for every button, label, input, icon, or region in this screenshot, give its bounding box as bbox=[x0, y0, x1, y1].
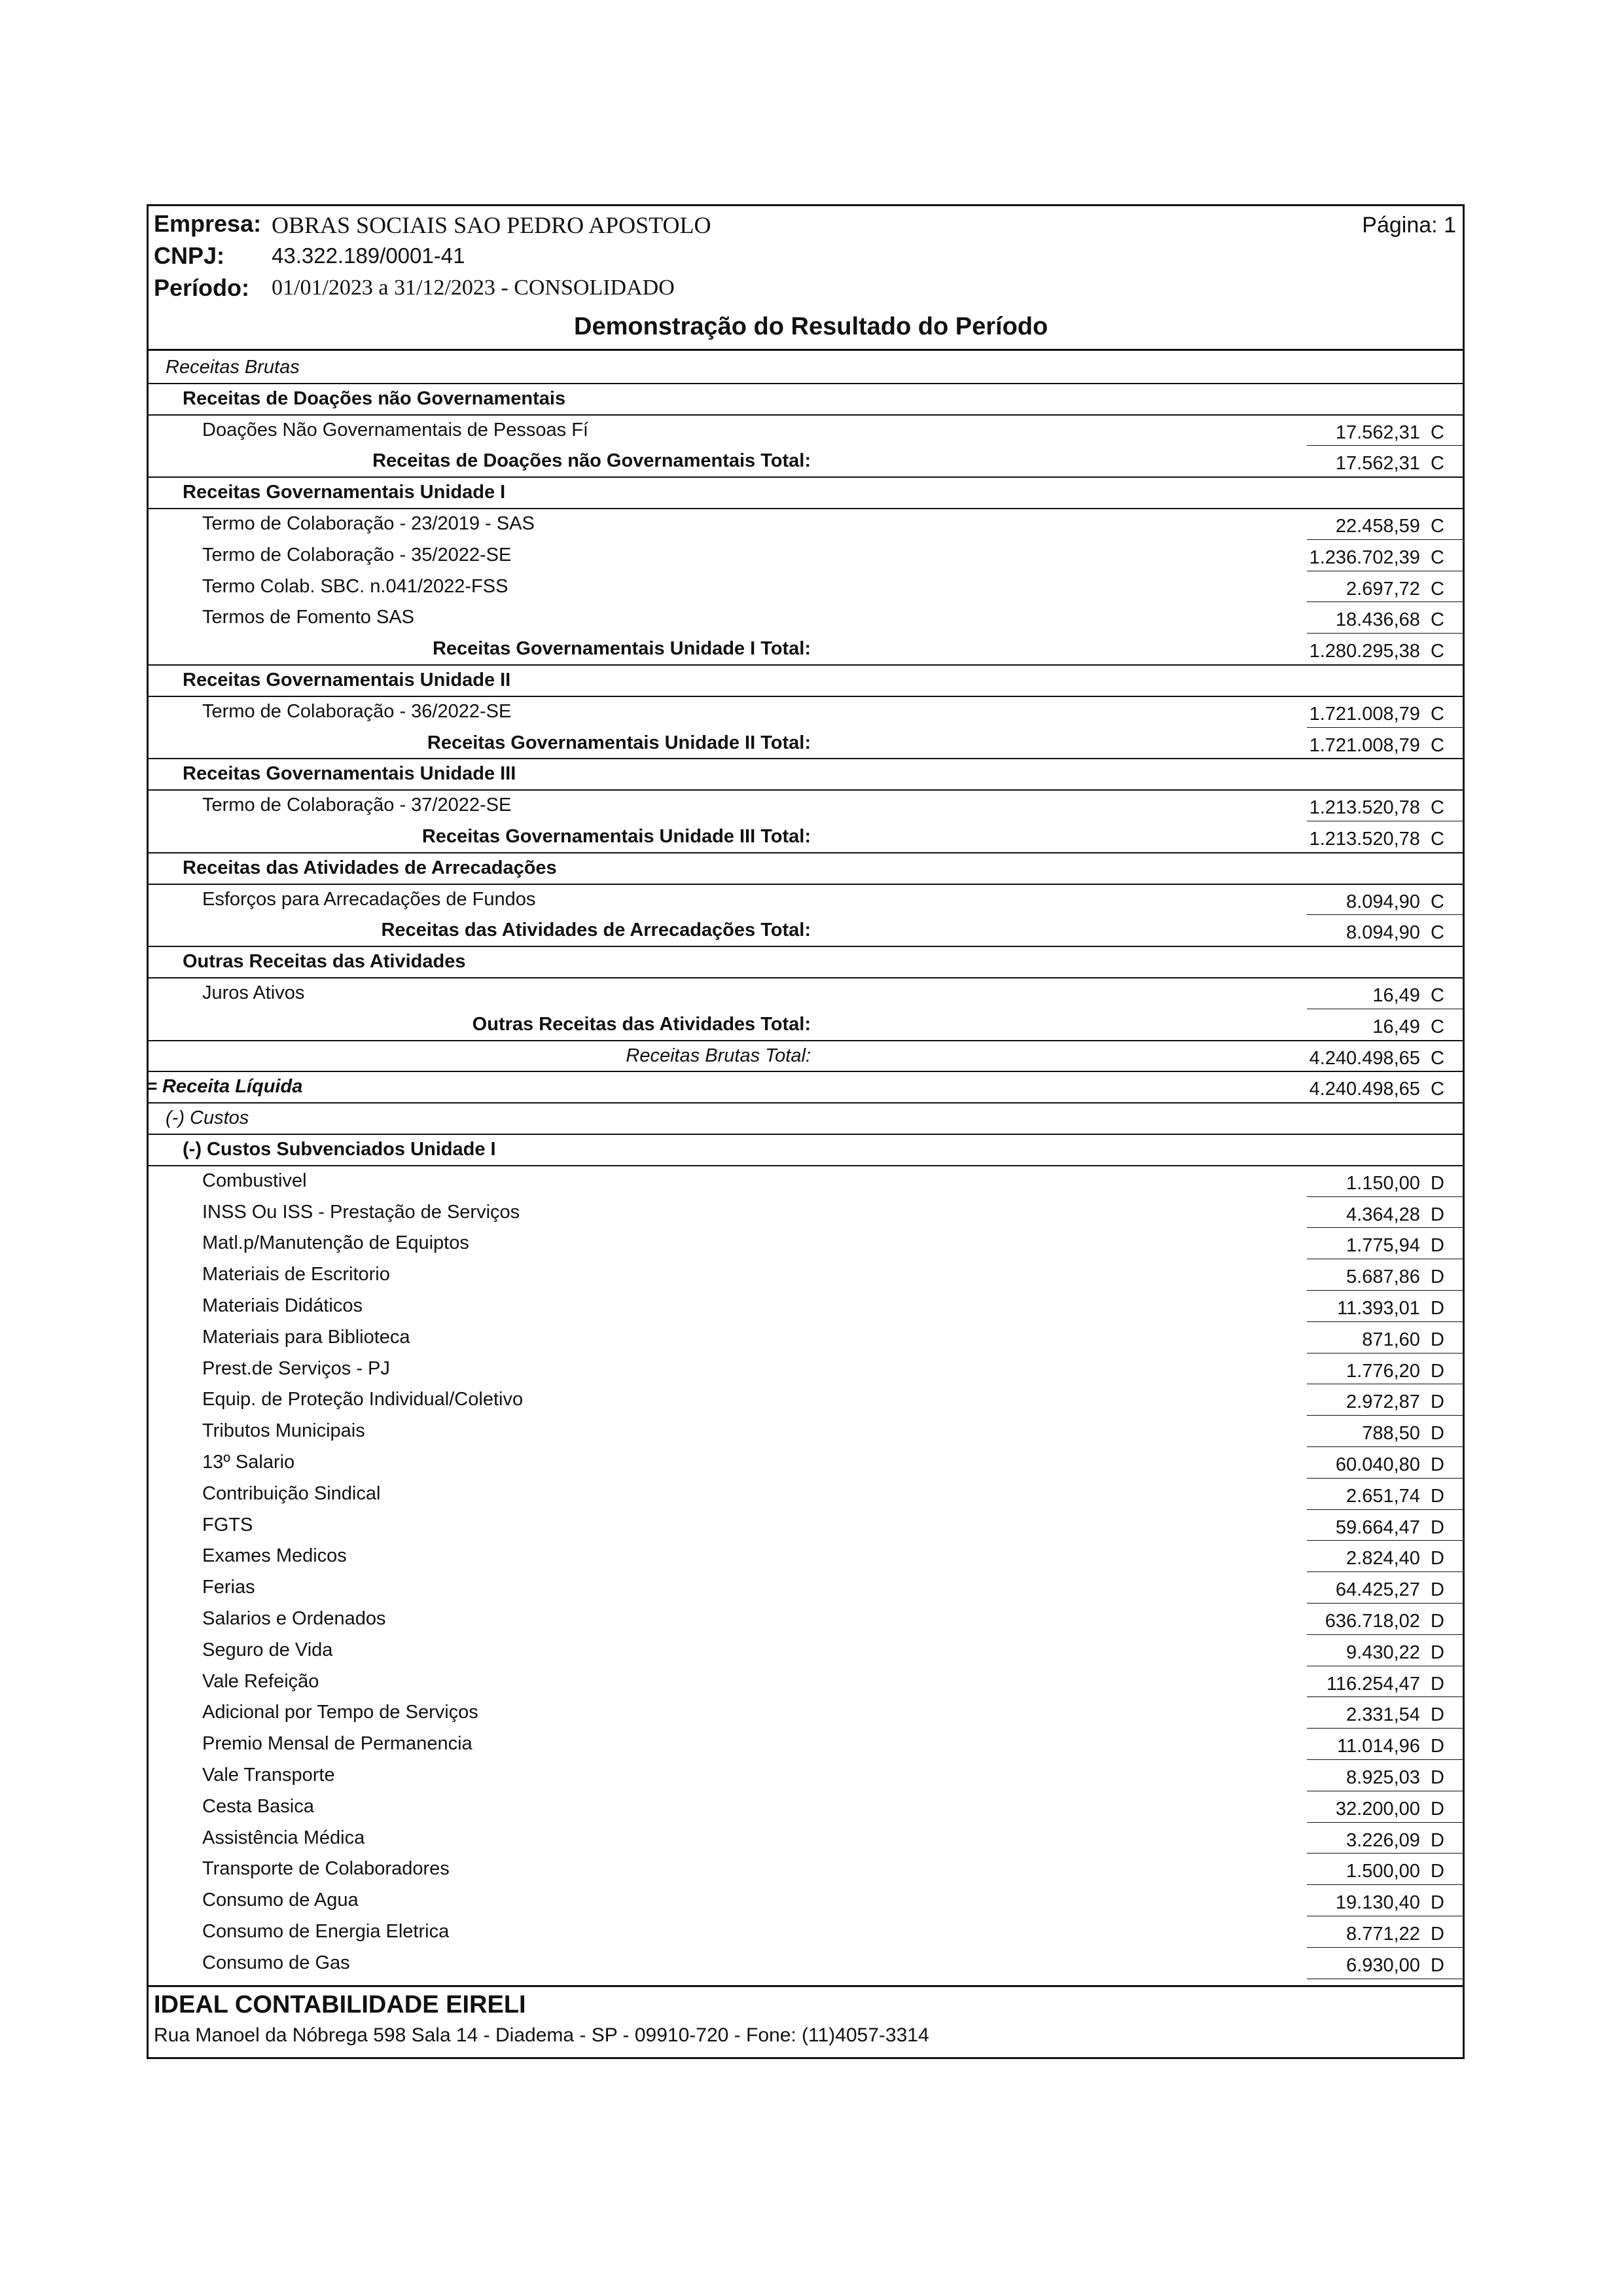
total-row bbox=[149, 916, 1463, 947]
row-rule bbox=[1307, 1540, 1463, 1541]
cnpj-value: 43.322.189/0001-41 bbox=[272, 243, 465, 268]
row-rule bbox=[1307, 1321, 1463, 1322]
empresa-label: Empresa: bbox=[154, 210, 262, 237]
row-amount: 871,60 D bbox=[1362, 1329, 1444, 1350]
row-rule bbox=[1307, 1696, 1463, 1697]
row-amount: 3.226,09 D bbox=[1346, 1829, 1444, 1851]
row-label: Doações Não Governamentais de Pessoas Fí bbox=[202, 419, 588, 440]
row-label: Vale Transporte bbox=[202, 1765, 335, 1785]
list-item bbox=[149, 1198, 1463, 1229]
row-amount: 8.771,22 D bbox=[1346, 1924, 1444, 1945]
row-amount: 8.094,90 C bbox=[1346, 891, 1444, 912]
row-amount: 4.364,28 D bbox=[1346, 1204, 1444, 1225]
list-item bbox=[149, 885, 1463, 916]
row-amount: 1.500,00 D bbox=[1346, 1861, 1444, 1882]
row-label: Cesta Basica bbox=[202, 1795, 314, 1817]
row-rule bbox=[1307, 1634, 1463, 1635]
row-rule bbox=[1307, 1759, 1463, 1760]
row-amount: 1.150,00 D bbox=[1346, 1172, 1444, 1194]
row-amount: 1.721.008,79 C bbox=[1309, 703, 1444, 725]
page-title: Demonstração do Resultado do Período bbox=[574, 313, 1048, 340]
footer-divider bbox=[149, 1985, 1463, 1987]
row-label: Termo de Colaboração - 37/2022-SE bbox=[202, 795, 512, 816]
row-rule bbox=[1307, 539, 1463, 540]
footer-address: Rua Manoel da Nóbrega 598 Sala 14 - Diadema - SP - 09910-720 - Fone: (11)4057-3314 bbox=[154, 2024, 929, 2046]
list-item bbox=[149, 1886, 1463, 1917]
total-row bbox=[149, 822, 1463, 853]
row-label: Receitas Governamentais Unidade III Total: bbox=[421, 826, 811, 847]
row-label: INSS Ou ISS - Prestação de Serviços bbox=[202, 1201, 520, 1223]
row-amount: 11.014,96 D bbox=[1337, 1736, 1444, 1757]
row-rule bbox=[1307, 1947, 1463, 1948]
list-item bbox=[149, 1260, 1463, 1291]
list-item bbox=[149, 1229, 1463, 1260]
row-label: Salarios e Ordenados bbox=[202, 1608, 386, 1629]
row-label: Receitas Governamentais Unidade I Total: bbox=[432, 638, 811, 660]
row-amount: 60.040,80 D bbox=[1335, 1454, 1444, 1475]
group-header-row bbox=[149, 759, 1463, 791]
row-amount: 8.094,90 C bbox=[1346, 922, 1444, 944]
row-label: Receitas das Atividades de Arrecadações bbox=[183, 857, 557, 878]
list-item bbox=[149, 1416, 1463, 1448]
total-row bbox=[149, 728, 1463, 760]
section-row bbox=[149, 353, 1463, 384]
row-amount: 1.236.702,39 C bbox=[1309, 547, 1444, 568]
row-rule bbox=[1307, 1853, 1463, 1854]
row-label: Assistência Médica bbox=[202, 1827, 365, 1848]
row-rule bbox=[1307, 1353, 1463, 1354]
row-label: = Receita Líquida bbox=[146, 1076, 303, 1098]
row-amount: 2.972,87 D bbox=[1346, 1391, 1444, 1413]
total-row bbox=[149, 446, 1463, 478]
row-rule bbox=[1307, 1446, 1463, 1447]
list-item bbox=[149, 791, 1463, 822]
row-amount: 18.436,68 C bbox=[1335, 609, 1444, 631]
row-label: (-) Custos Subvenciados Unidade I bbox=[183, 1139, 496, 1160]
row-label: Adicional por Tempo de Serviços bbox=[202, 1702, 478, 1723]
group-header-row bbox=[149, 853, 1463, 885]
row-amount: 17.562,31 C bbox=[1335, 453, 1444, 475]
pagina-label: Página: bbox=[1362, 213, 1438, 238]
list-item bbox=[149, 1573, 1463, 1604]
row-rule bbox=[1307, 445, 1463, 446]
list-item bbox=[149, 1166, 1463, 1198]
row-amount: 1.213.520,78 C bbox=[1309, 797, 1444, 819]
list-item bbox=[149, 1604, 1463, 1636]
list-item bbox=[149, 1385, 1463, 1416]
row-amount: 1.721.008,79 C bbox=[1309, 734, 1444, 756]
list-item bbox=[149, 978, 1463, 1010]
list-item bbox=[149, 1541, 1463, 1573]
row-rule bbox=[1307, 914, 1463, 915]
empresa-value: OBRAS SOCIAIS SAO PEDRO APOSTOLO bbox=[272, 212, 711, 238]
row-amount: 9.430,22 D bbox=[1346, 1641, 1444, 1663]
row-label: Consumo de Agua bbox=[202, 1890, 359, 1911]
section-row bbox=[149, 1103, 1463, 1135]
list-item bbox=[149, 1854, 1463, 1886]
footer-company: IDEAL CONTABILIDADE EIRELI bbox=[154, 1991, 526, 2018]
row-label: Seguro de Vida bbox=[202, 1639, 333, 1660]
row-label: Outras Receitas das Atividades Total: bbox=[472, 1013, 811, 1035]
row-label: Vale Refeição bbox=[202, 1670, 319, 1692]
list-item bbox=[149, 1354, 1463, 1386]
cnpj-label: CNPJ: bbox=[154, 242, 225, 269]
report-sheet bbox=[147, 204, 1465, 2059]
row-label: Juros Ativos bbox=[202, 982, 305, 1003]
row-amount: 59.664,47 D bbox=[1335, 1516, 1444, 1538]
row-amount: 1.775,94 D bbox=[1346, 1235, 1444, 1257]
row-label: Materiais de Escritorio bbox=[202, 1264, 390, 1285]
list-item bbox=[149, 1823, 1463, 1855]
row-amount: 8.925,03 D bbox=[1346, 1767, 1444, 1788]
row-label: FGTS bbox=[202, 1514, 253, 1535]
list-item bbox=[149, 509, 1463, 541]
row-label: Receitas Governamentais Unidade II Total: bbox=[427, 732, 811, 753]
row-amount: 788,50 D bbox=[1362, 1423, 1444, 1444]
row-rule bbox=[1307, 1415, 1463, 1416]
row-rule bbox=[1307, 1227, 1463, 1228]
row-rule bbox=[1307, 1728, 1463, 1729]
row-label: Transporte de Colaboradores bbox=[202, 1858, 450, 1880]
total-row bbox=[149, 1041, 1463, 1073]
row-amount: 2.331,54 D bbox=[1346, 1704, 1444, 1726]
row-amount: 1.213.520,78 C bbox=[1309, 829, 1444, 850]
row-amount: 2.651,74 D bbox=[1346, 1485, 1444, 1507]
group-header-row bbox=[149, 666, 1463, 697]
row-rule bbox=[1307, 1509, 1463, 1510]
group-header-row bbox=[149, 1135, 1463, 1166]
group-header-row bbox=[149, 384, 1463, 416]
row-rule bbox=[1307, 1603, 1463, 1604]
list-item bbox=[149, 1792, 1463, 1823]
row-label: Matl.p/Manutenção de Equiptos bbox=[202, 1232, 469, 1254]
row-label: Ferias bbox=[202, 1577, 255, 1598]
row-amount: 19.130,40 D bbox=[1335, 1892, 1444, 1914]
row-rule bbox=[1307, 1478, 1463, 1479]
list-item bbox=[149, 1761, 1463, 1792]
total-row bbox=[149, 1010, 1463, 1041]
list-item bbox=[149, 1729, 1463, 1761]
row-amount: 5.687,86 D bbox=[1346, 1266, 1444, 1288]
row-label: Termo de Colaboração - 35/2022-SE bbox=[202, 544, 512, 565]
row-label: Contribuição Sindical bbox=[202, 1482, 381, 1504]
row-label: Receitas Governamentais Unidade III bbox=[183, 763, 516, 785]
list-item bbox=[149, 1323, 1463, 1354]
row-label: Combustivel bbox=[202, 1170, 307, 1191]
list-item bbox=[149, 1511, 1463, 1542]
row-amount: 116.254,47 D bbox=[1326, 1673, 1444, 1695]
row-amount: 1.776,20 D bbox=[1346, 1360, 1444, 1382]
row-rule bbox=[1307, 727, 1463, 728]
row-rule bbox=[1307, 1196, 1463, 1197]
pagina-value: 1 bbox=[1444, 213, 1456, 238]
row-label: Receitas Brutas bbox=[166, 357, 300, 378]
periodo-value: 01/01/2023 a 31/12/2023 - CONSOLIDADO bbox=[272, 276, 675, 300]
row-rule bbox=[1307, 1884, 1463, 1885]
list-item bbox=[149, 1479, 1463, 1511]
list-item bbox=[149, 1291, 1463, 1323]
row-label: Materiais Didáticos bbox=[202, 1295, 363, 1316]
row-amount: 16,49 C bbox=[1372, 985, 1444, 1006]
row-amount: 16,49 C bbox=[1372, 1016, 1444, 1037]
row-label: Tributos Municipais bbox=[202, 1420, 365, 1442]
list-item bbox=[149, 1667, 1463, 1698]
list-item bbox=[149, 1948, 1463, 1980]
row-rule bbox=[1307, 1290, 1463, 1291]
row-label: Premio Mensal de Permanencia bbox=[202, 1733, 473, 1755]
row-amount: 11.393,01 D bbox=[1337, 1298, 1444, 1319]
row-amount: 1.280.295,38 C bbox=[1309, 641, 1444, 662]
row-amount: 4.240.498,65 C bbox=[1309, 1079, 1444, 1100]
list-item bbox=[149, 541, 1463, 572]
row-label: Exames Medicos bbox=[202, 1545, 347, 1567]
row-amount: 64.425,27 D bbox=[1335, 1579, 1444, 1601]
row-label: Receitas Brutas Total: bbox=[626, 1045, 811, 1066]
row-label: Termo de Colaboração - 36/2022-SE bbox=[202, 700, 512, 722]
row-label: Receitas das Atividades de Arrecadações Total: bbox=[381, 920, 811, 941]
row-label: Outras Receitas das Atividades bbox=[183, 951, 466, 973]
row-label: Termo Colab. SBC. n.041/2022-FSS bbox=[202, 575, 508, 597]
row-label: Equip. de Proteção Individual/Coletivo bbox=[202, 1389, 524, 1410]
row-rule bbox=[1307, 601, 1463, 602]
row-label: Receitas de Doações não Governamentais bbox=[183, 387, 566, 409]
list-item bbox=[149, 572, 1463, 603]
list-item bbox=[149, 697, 1463, 728]
list-item bbox=[149, 1917, 1463, 1948]
row-label: Termo de Colaboração - 23/2019 - SAS bbox=[202, 513, 535, 534]
list-item bbox=[149, 416, 1463, 447]
row-label: Materiais para Biblioteca bbox=[202, 1326, 410, 1348]
row-amount: 17.562,31 C bbox=[1335, 422, 1444, 443]
list-item bbox=[149, 1636, 1463, 1667]
row-label: Esforços para Arrecadações de Fundos bbox=[202, 888, 536, 910]
group-header-row bbox=[149, 478, 1463, 509]
header-divider bbox=[149, 349, 1463, 351]
row-label: (-) Custos bbox=[166, 1107, 249, 1129]
row-amount: 2.824,40 D bbox=[1346, 1548, 1444, 1570]
row-amount: 4.240.498,65 C bbox=[1309, 1047, 1444, 1069]
row-rule bbox=[1307, 1822, 1463, 1823]
group-header-row bbox=[149, 947, 1463, 978]
list-item bbox=[149, 1698, 1463, 1729]
row-label: Receitas Governamentais Unidade II bbox=[183, 670, 511, 691]
page-number bbox=[1362, 213, 1456, 238]
result-row bbox=[146, 1072, 1463, 1103]
row-label: Receitas Governamentais Unidade I bbox=[183, 482, 506, 503]
row-label: Consumo de Gas bbox=[202, 1952, 350, 1973]
row-amount: 22.458,59 C bbox=[1335, 516, 1444, 537]
row-label: 13º Salario bbox=[202, 1452, 295, 1473]
row-rule bbox=[1307, 633, 1463, 634]
total-row bbox=[149, 634, 1463, 666]
row-label: Termos de Fomento SAS bbox=[202, 607, 414, 628]
list-item bbox=[149, 1448, 1463, 1479]
periodo-label: Período: bbox=[154, 274, 250, 301]
row-amount: 2.697,72 C bbox=[1346, 578, 1444, 600]
row-label: Consumo de Energia Eletrica bbox=[202, 1921, 450, 1942]
row-amount: 32.200,00 D bbox=[1335, 1798, 1444, 1820]
row-label: Prest.de Serviços - PJ bbox=[202, 1357, 390, 1379]
row-amount: 636.718,02 D bbox=[1325, 1611, 1444, 1632]
list-item bbox=[149, 603, 1463, 634]
row-label: Receitas de Doações não Governamentais Total: bbox=[372, 450, 811, 472]
row-amount: 6.930,00 D bbox=[1346, 1954, 1444, 1976]
row-rule bbox=[1307, 1571, 1463, 1572]
